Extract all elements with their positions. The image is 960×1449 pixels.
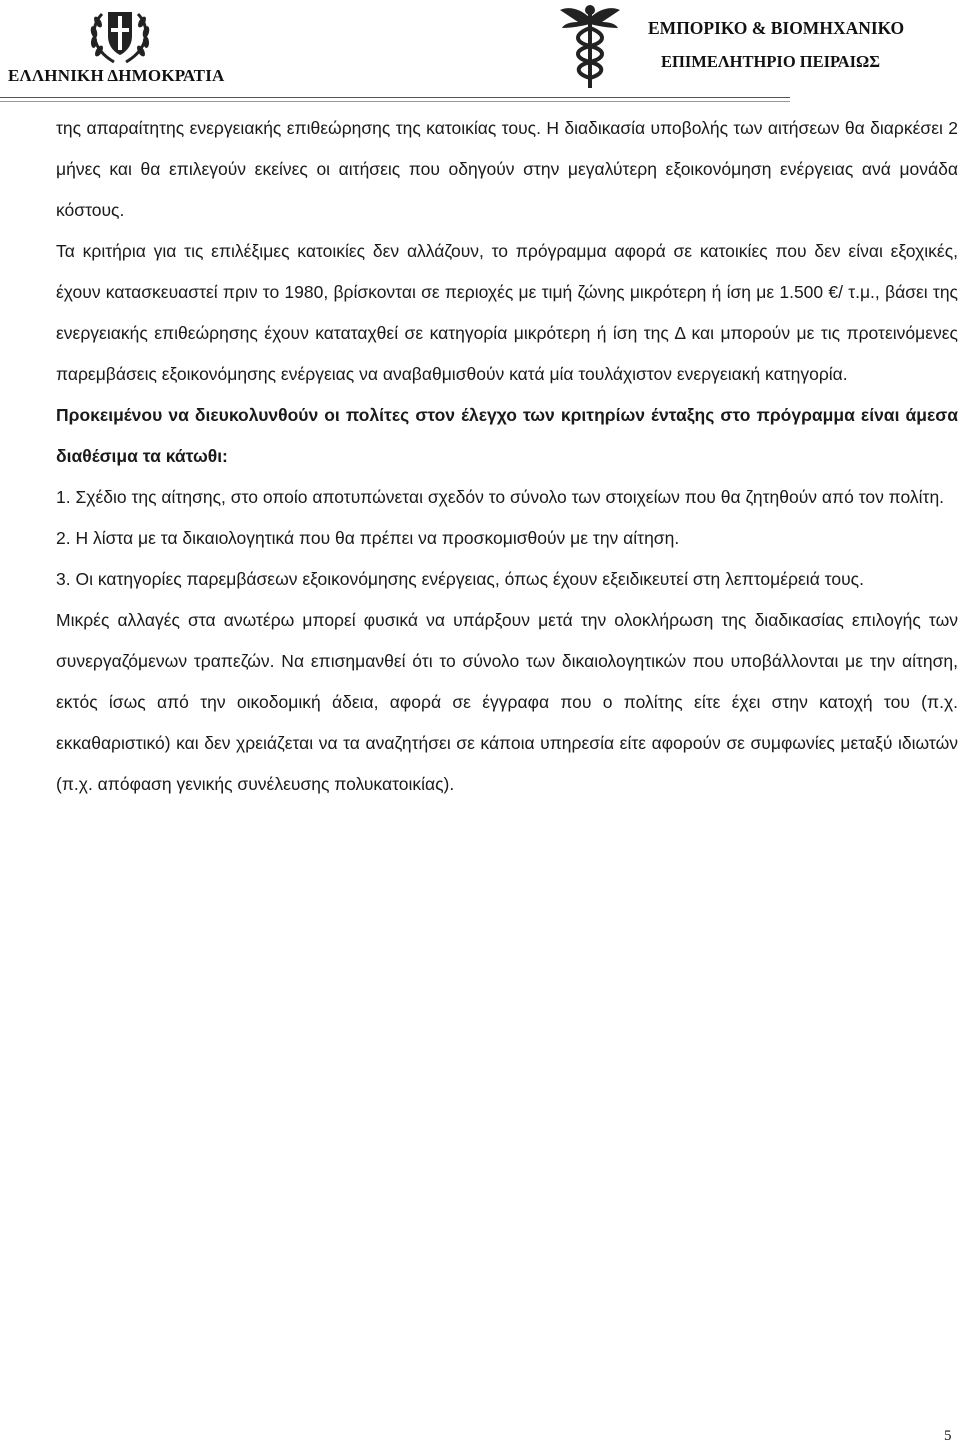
paragraph-closing: Μικρές αλλαγές στα ανωτέρω μπορεί φυσικά να υπάρξουν μετά την ολοκλήρωση της διαδικασίας επιλογής των συνεργαζόμενων τραπεζών. Να επισημανθεί ότι το σύνολο των δικαιολογητικών που υποβάλλονται με την αίτηση, εκτός ίσως από την οικοδομική άδεια, αφορά σε έγγραφα που ο πολίτης είτε έχει στην κατοχή του (π.χ. εκκαθαριστικό) και δεν χρειάζεται να τα αναζητήσει σε κάποια υπηρεσία είτε αφορούν σε συμφωνίες μεταξύ ιδιωτών (π.χ. απόφαση γενικής συνέλευσης πολυκατοικίας). — [56, 610, 958, 794]
list-item-2: 2. Η λίστα με τα δικαιολογητικά που θα πρέπει να προσκομισθούν με την αίτηση. — [56, 528, 680, 548]
header-divider — [0, 97, 790, 98]
header-divider-secondary — [0, 101, 790, 102]
paragraph-criteria: Τα κριτήρια για τις επιλέξιμες κατοικίες δεν αλλάζουν, το πρόγραμμα αφορά σε κατοικίες που δεν είναι εξοχικές, έχουν κατασκευαστεί πριν το 1980, βρίσκονται σε περιοχές με τιμή ζώνης μικρότερη ή ίση με 1.500 €/ τ.μ., βάσει της ενεργειακής επιθεώρησης έχουν καταταχθεί σε κατηγορία μικρότερη ή ίση της Δ και μπορούν με τις προτεινόμενες παρεμβάσεις εξοικονόμησης ενέργειας να αναβαθμισθούν κατά μία τουλάχιστον ενεργειακή κατηγορία. — [56, 241, 958, 384]
paragraph-bold-notice: Προκειμένου να διευκολυνθούν οι πολίτες στον έλεγχο των κριτηρίων ένταξης στο πρόγραμμα είναι άμεσα διαθέσιμα τα κάτωθι: — [56, 405, 958, 466]
paragraph-intro: της απαραίτητης ενεργειακής επιθεώρησης της κατοικίας τους. Η διαδικασία υποβολής των αιτήσεων θα διαρκέσει 2 μήνες και θα επιλεγούν εκείνες οι αιτήσεις που οδηγούν στην μεγαλύτερη εξοικονόμηση ενέργειας ανά μονάδα κόστους. — [56, 118, 958, 220]
page-number: 5 — [944, 1428, 952, 1444]
government-name: ΕΛΛΗΝΙΚΗ ΔΗΜΟΚΡΑΤΙΑ — [8, 66, 225, 85]
chamber-name-line2: ΕΠΙΜΕΛΗΤΗΡΙΟ ΠΕΙΡΑΙΩΣ — [661, 52, 881, 71]
list-item-1: 1. Σχέδιο της αίτησης, στο οποίο αποτυπώνεται σχεδόν το σύνολο των στοιχείων που θα ζητηθούν από τον πολίτη. — [56, 487, 945, 507]
caduceus-emblem-icon — [556, 0, 624, 92]
document-header — [0, 0, 960, 104]
document-body — [56, 108, 958, 805]
list-item-3: 3. Οι κατηγορίες παρεμβάσεων εξοικονόμησης ενέργειας, όπως έχουν εξειδικευτεί στη λεπτομέρειά τους. — [56, 569, 864, 589]
greek-coat-of-arms-icon — [80, 4, 160, 66]
chamber-name-line1: ΕΜΠΟΡΙΚΟ & ΒΙΟΜΗΧΑΝΙΚΟ — [648, 18, 905, 38]
